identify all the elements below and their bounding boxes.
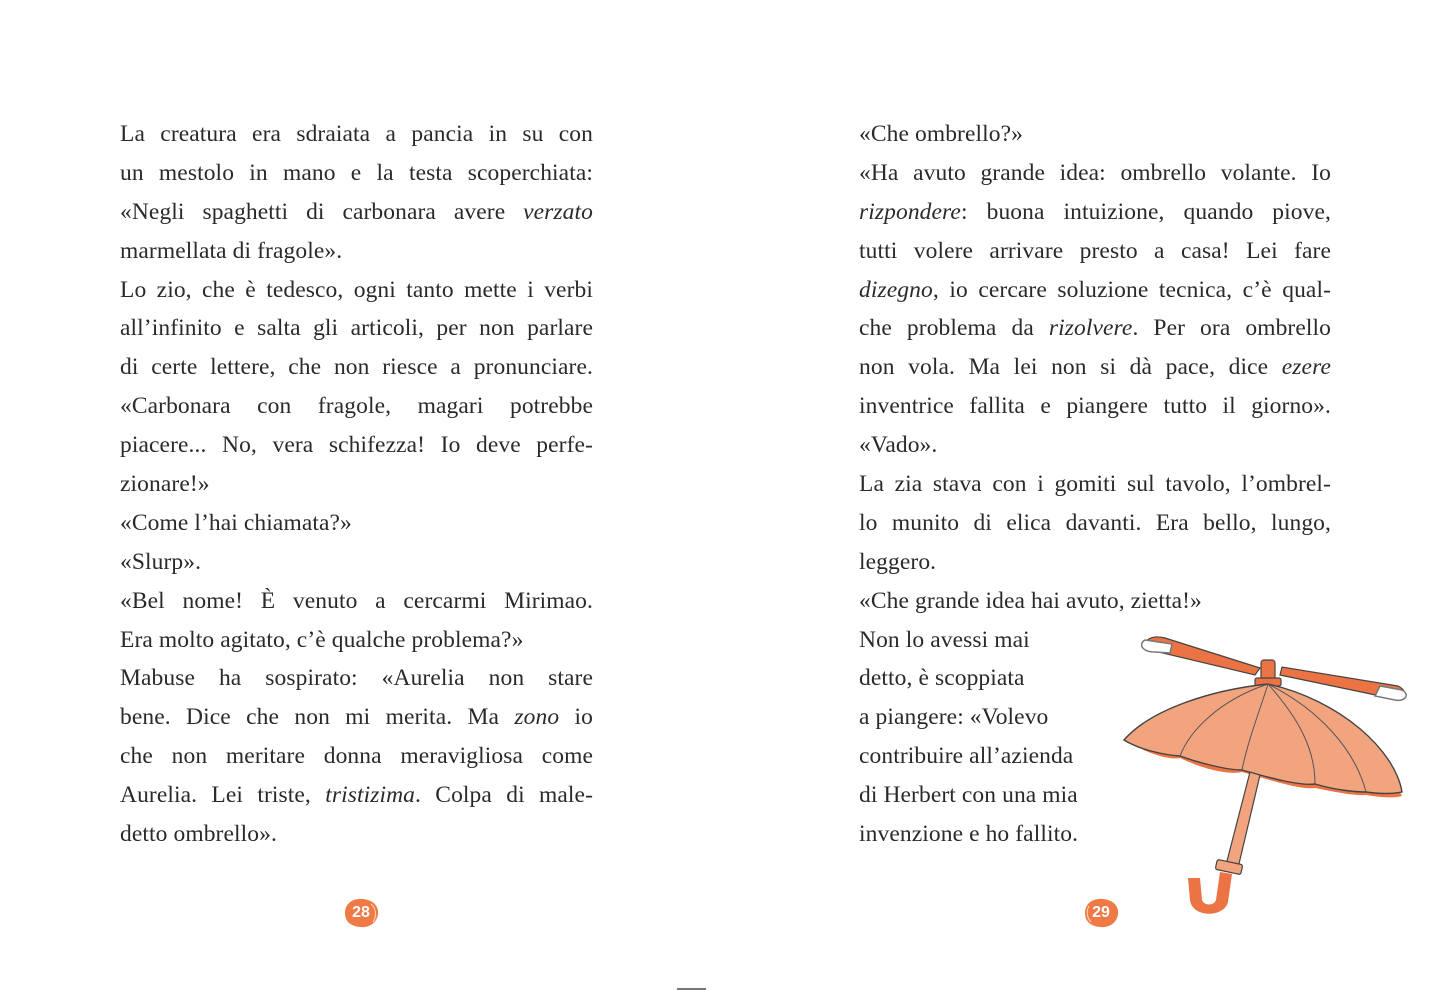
page-number-left-label: 28 <box>352 904 370 921</box>
text-line <box>120 504 593 543</box>
italic-word: zono <box>514 704 560 731</box>
text-line <box>120 543 593 582</box>
text-run: tutti volere arrivare presto a casa! Lei fare <box>859 237 1331 264</box>
text-line <box>120 659 593 698</box>
text-line <box>120 154 593 193</box>
text-run: Mabuse ha sospirato: «Aurelia non stare <box>120 665 593 692</box>
text-line <box>859 154 1331 193</box>
text-run: io <box>559 704 593 731</box>
text-run: La creatura era sdraiata a pancia in su con <box>120 121 593 147</box>
left-page-text <box>120 115 593 854</box>
text-run: Non lo avessi mai <box>859 626 1030 653</box>
text-run: Era molto agitato, c’è qualche problema?» <box>120 626 524 653</box>
text-line <box>859 465 1331 504</box>
italic-word: tristizima <box>325 782 416 809</box>
italic-word: rizpondere <box>859 198 961 225</box>
text-run: che non meritare donna meravigliosa come <box>120 743 593 770</box>
text-run: : buona intuizione, quando piove, <box>960 198 1331 225</box>
text-run: inventrice fallita e piangere tutto il giorno». <box>859 393 1331 420</box>
text-run: «Carbonara con fragole, magari potrebbe <box>120 393 593 420</box>
italic-word: ezere <box>1281 354 1331 381</box>
italic-word: rizolvere <box>1048 315 1133 342</box>
text-run: «Slurp». <box>120 548 202 575</box>
text-run: leggero. <box>859 548 937 575</box>
text-line <box>859 387 1331 426</box>
text-line <box>120 582 593 621</box>
text-line <box>859 504 1331 543</box>
text-line <box>859 193 1331 232</box>
text-line <box>120 465 593 504</box>
text-run: «Vado». <box>859 432 938 459</box>
text-run: «Bel nome! È venuto a cercarmi Mirimao. <box>120 587 593 614</box>
italic-word: verzato <box>523 198 593 225</box>
text-line <box>859 309 1331 348</box>
text-run: «Negli spaghetti di carbonara avere <box>120 198 524 225</box>
text-run: marmellata di fragole». <box>120 237 343 264</box>
text-line <box>859 115 1331 154</box>
text-line <box>120 232 593 271</box>
text-line <box>120 815 593 854</box>
text-line <box>859 543 1331 582</box>
text-line <box>120 621 593 660</box>
text-line <box>120 387 593 426</box>
text-run: zionare!» <box>120 471 210 498</box>
text-run: , io cercare soluzione tecnica, c’è qual- <box>932 276 1331 303</box>
text-run: detto, è scoppiata <box>859 665 1025 692</box>
text-run: . Per ora ombrello <box>1132 315 1331 342</box>
text-run: «Come l’hai chiamata?» <box>120 509 352 536</box>
text-line <box>859 271 1331 310</box>
text-line <box>859 348 1331 387</box>
text-run: contribuire all’azienda <box>859 743 1074 770</box>
page-number-right-label: 29 <box>1092 904 1110 921</box>
italic-word: dizegno <box>859 276 933 303</box>
text-run: piacere... No, vera schifezza! Io deve perfe- <box>120 432 593 459</box>
text-run: «Che ombrello?» <box>859 121 1024 147</box>
text-run: un mestolo in mano e la testa scoperchiata: <box>120 159 593 186</box>
flying-umbrella-illustration-icon <box>1110 620 1415 915</box>
text-run: lo munito di elica davanti. Era bello, lungo, <box>859 509 1331 536</box>
text-line <box>120 115 593 154</box>
text-run: di Herbert con una mia <box>859 782 1078 809</box>
text-line <box>859 582 1331 621</box>
page-number-left <box>341 896 381 930</box>
text-run: di certe lettere, che non riesce a pronunciare. <box>120 354 593 381</box>
text-run: a piangere: «Volevo <box>859 704 1049 731</box>
text-line <box>120 426 593 465</box>
text-run: bene. Dice che non mi merita. Ma <box>120 704 515 731</box>
text-run: non vola. Ma lei non si dà pace, dice <box>859 354 1282 381</box>
text-line <box>120 737 593 776</box>
text-line <box>859 426 1331 465</box>
text-line <box>120 698 593 737</box>
text-run: Aurelia. Lei triste, <box>120 782 326 809</box>
text-run: «Che grande idea hai avuto, zietta!» <box>859 587 1202 614</box>
text-line <box>120 193 593 232</box>
text-line <box>120 309 593 348</box>
text-line <box>859 232 1331 271</box>
text-line <box>120 348 593 387</box>
text-run: invenzione e ho fallito. <box>859 821 1079 848</box>
text-run: che problema da <box>859 315 1049 342</box>
text-line <box>120 776 593 815</box>
text-run: . Colpa di male- <box>415 782 593 809</box>
text-run: La zia stava con i gomiti sul tavolo, l’ombrel- <box>859 471 1331 498</box>
text-run: all’infinito e salta gli articoli, per non parlare <box>120 315 593 342</box>
text-run: Lo zio, che è tedesco, ogni tanto mette i verbi <box>120 276 593 303</box>
text-run: «Ha avuto grande idea: ombrello volante. Io <box>859 159 1331 186</box>
text-run: detto ombrello». <box>120 821 277 848</box>
text-line <box>120 271 593 310</box>
